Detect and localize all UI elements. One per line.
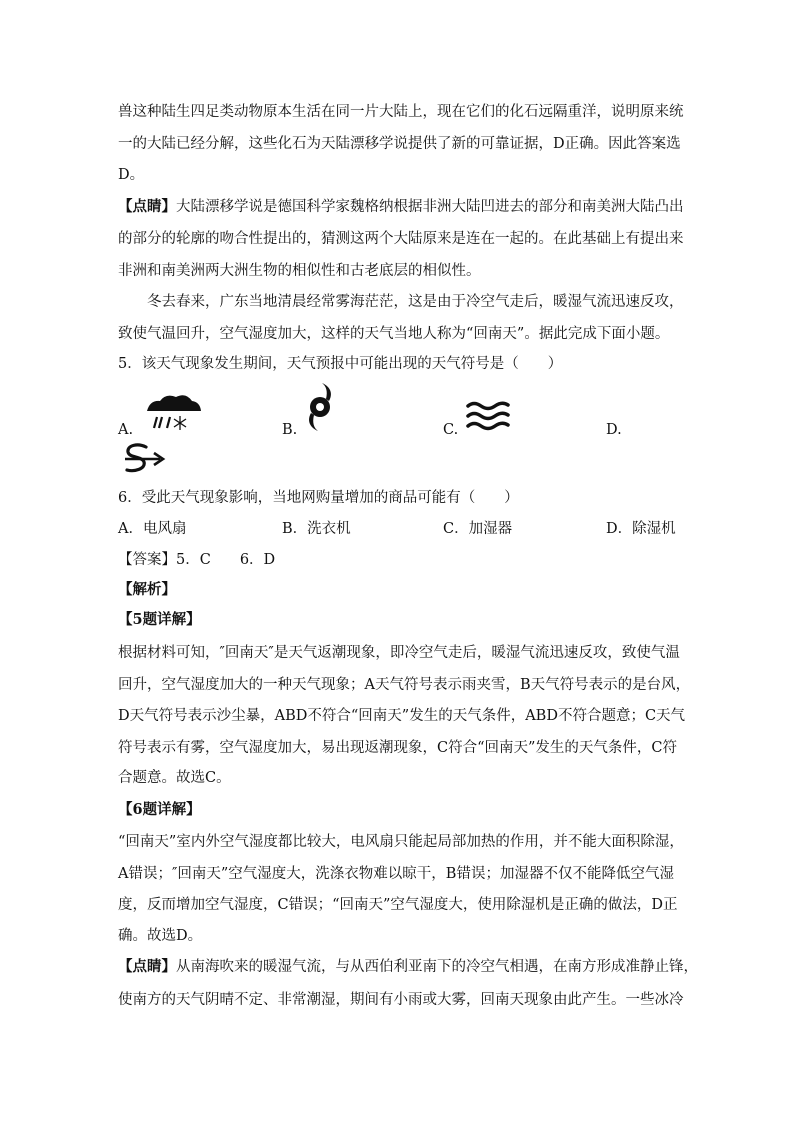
sandstorm-icon xyxy=(124,442,166,476)
material-line-2: 致使气温回升，空气湿度加大，这样的天气当地人称为“回南天”。据此完成下面小题。 xyxy=(118,326,670,342)
question-5: 5．该天气现象发生期间，天气预报中可能出现的天气符号是（ ） xyxy=(118,356,563,372)
q5-detail-line-1: 根据材料可知，″回南天″是天气返潮现象，即冷空气走后，暖湿气流迅速反攻，致使气温 xyxy=(118,645,680,661)
q6-option-d: D．除湿机 xyxy=(606,521,676,537)
text-line-1: 兽这种陆生四足类动物原本生活在同一片大陆上，现在它们的化石远隔重洋，说明原来统 xyxy=(118,104,684,120)
q6-option-c: C．加湿器 xyxy=(443,521,513,537)
q6-option-b: B．洗衣机 xyxy=(282,521,351,537)
note-tag-2: 【点睛】 xyxy=(118,958,176,975)
q6-option-a: A．电风扇 xyxy=(118,521,187,537)
text-line-2: 一的大陆已经分解，这些化石为天陆漂移学说提供了新的可靠证据，D正确。因此答案选 xyxy=(118,136,681,152)
note-paragraph-1 xyxy=(118,197,684,217)
q5-detail-line-2: 回升，空气湿度加大的一种天气现象；A天气符号表示雨夹雪，B天气符号表示的是台风， xyxy=(118,677,691,693)
note-text-2: 从南海吹来的暖湿气流，与从西伯利亚南下的冷空气相遇，在南方形成准静止锋， xyxy=(176,959,698,975)
q6-detail-line-3: 度，反而增加空气湿度，C错误；“回南天”空气湿度大，使用除湿机是正确的做法，D正 xyxy=(118,897,678,913)
q6-detail-line-1: “回南天”室内外空气湿度都比较大，电风扇只能起局部加热的作用，并不能大面积除湿， xyxy=(118,834,684,850)
analysis-heading: 【解析】 xyxy=(118,581,176,598)
q6-detail-line-4: 确。故选D。 xyxy=(118,928,203,944)
material-line-1: 冬去春来，广东当地清晨经常雾海茫茫，这是由于冷空气走后，暖湿气流迅速反攻， xyxy=(147,294,684,310)
sleet-icon xyxy=(146,394,202,432)
typhoon-icon xyxy=(304,382,336,432)
q6-detail-heading: 【6题详解】 xyxy=(118,801,201,818)
option-b-label: B. xyxy=(282,422,298,438)
note-tag: 【点睛】 xyxy=(118,198,176,215)
option-d-label: D. xyxy=(606,422,622,438)
note-2-line-2: 使南方的天气阴晴不定、非常潮湿，期间有小雨或大雾，回南天现象由此产生。一些冰冷 xyxy=(118,992,684,1008)
question-6: 6．受此天气现象影响，当地网购量增加的商品可能有（ ） xyxy=(118,490,519,506)
text-line-6: 非洲和南美洲两大洲生物的相似性和古老底层的相似性。 xyxy=(118,263,481,279)
q5-detail-heading: 【5题详解】 xyxy=(118,611,201,628)
option-a-label: A. xyxy=(118,422,134,438)
option-c-label: C. xyxy=(443,422,459,438)
q5-detail-line-4: 符号表示有雾，空气湿度加大，易出现返潮现象，C符合“回南天”发生的天气条件，C符 xyxy=(118,740,678,756)
text-line-5: 的部分的轮廓的吻合性提出的，猜测这两个大陆原来是连在一起的。在此基础上有提出来 xyxy=(118,231,684,247)
fog-icon xyxy=(466,400,510,432)
q5-detail-line-3: D天气符号表示沙尘暴，ABD不符合“回南天”发生的天气条件，ABD不符合题意；C天气 xyxy=(118,708,686,724)
note-paragraph-2 xyxy=(118,957,698,977)
q5-detail-line-5: 合题意。故选C。 xyxy=(118,770,231,786)
text-line-3: D。 xyxy=(118,167,145,183)
q6-detail-line-2: A错误；″回南天”空气湿度大，洗涤衣物难以晾干，B错误；加湿器不仅不能降低空气湿 xyxy=(118,866,674,882)
answer-line: 【答案】5．C 6．D xyxy=(118,552,276,568)
note-text: 大陆漂移学说是德国科学家魏格纳根据非洲大陆凹进去的部分和南美洲大陆凸出 xyxy=(176,199,684,215)
